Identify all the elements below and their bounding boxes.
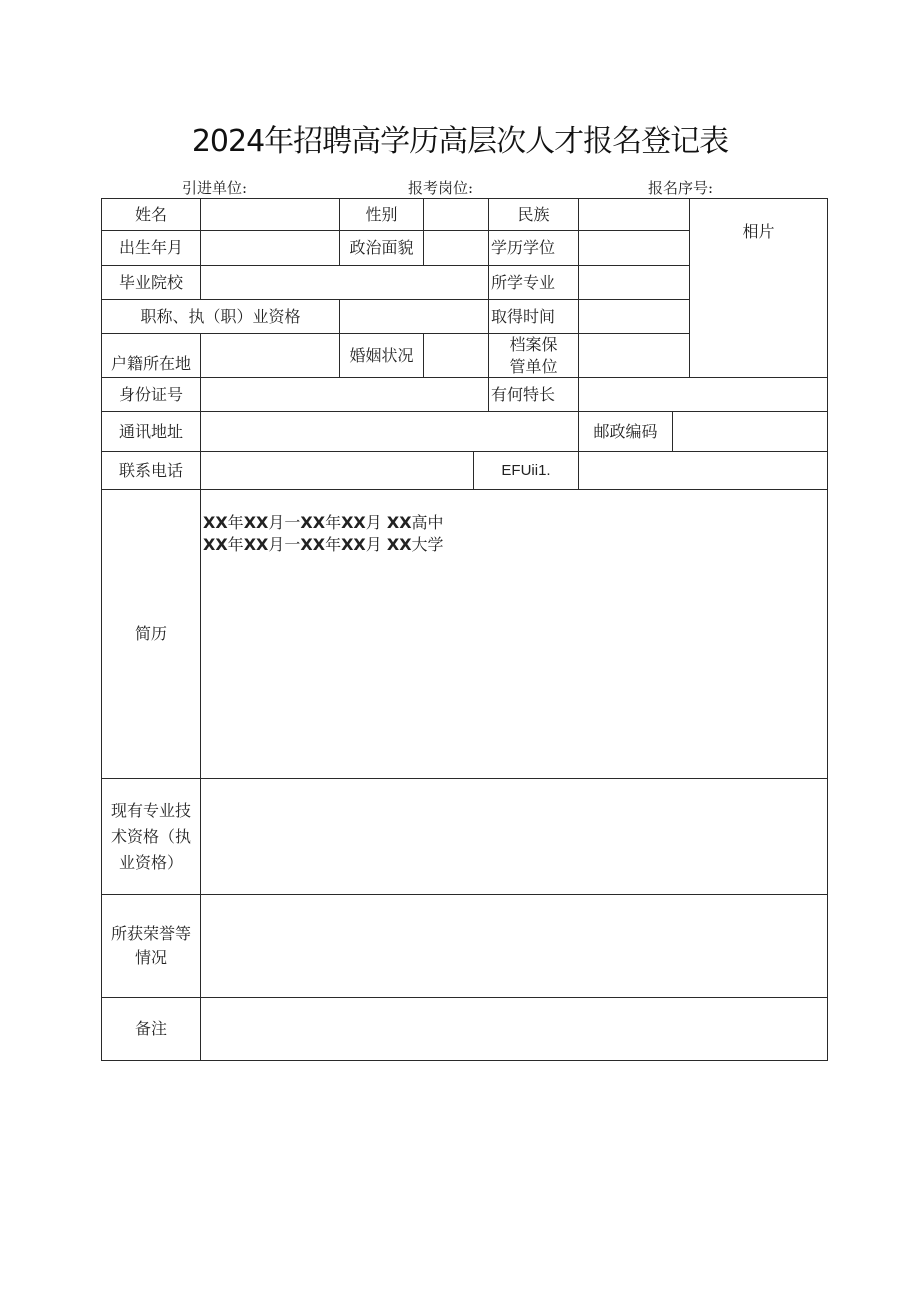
- serial-label: 报名序号:: [648, 179, 714, 197]
- honors-field[interactable]: [200, 894, 828, 998]
- archive-label: 档案保管单位: [488, 333, 579, 378]
- specialty-label: 有何特长: [488, 377, 579, 412]
- specialty-field[interactable]: [578, 377, 828, 412]
- household-field[interactable]: [200, 333, 340, 378]
- photo-box[interactable]: [689, 198, 828, 378]
- political-label: 政治面貌: [339, 230, 424, 266]
- obtained-time-label: 取得时间: [488, 299, 579, 334]
- birth-field[interactable]: [200, 230, 340, 266]
- name-label: 姓名: [101, 198, 201, 231]
- resume-field[interactable]: [200, 489, 828, 779]
- archive-field[interactable]: [578, 333, 690, 378]
- major-field[interactable]: [578, 265, 690, 300]
- unit-label: 引进单位:: [182, 179, 248, 197]
- title-qual-label: 职称、执（职）业资格: [101, 299, 340, 334]
- id-number-field[interactable]: [200, 377, 489, 412]
- email-label: EFUii1.: [473, 451, 579, 490]
- degree-label: 学历学位: [488, 230, 579, 266]
- postcode-field[interactable]: [672, 411, 828, 452]
- phone-label: 联系电话: [101, 451, 201, 490]
- obtained-time-field[interactable]: [578, 299, 690, 334]
- resume-line-2: XX年XX月一XX年XX月 XX大学: [203, 535, 444, 554]
- email-field[interactable]: [578, 451, 828, 490]
- postcode-label: 邮政编码: [578, 411, 673, 452]
- photo-label: 相片: [742, 222, 775, 241]
- school-label: 毕业院校: [101, 265, 201, 300]
- post-label: 报考岗位:: [408, 179, 474, 197]
- ethnicity-field[interactable]: [578, 198, 690, 231]
- resume-label: 简历: [101, 489, 201, 779]
- address-field[interactable]: [200, 411, 579, 452]
- marital-field[interactable]: [423, 333, 489, 378]
- major-label: 所学专业: [488, 265, 579, 300]
- name-field[interactable]: [200, 198, 340, 231]
- political-field[interactable]: [423, 230, 489, 266]
- marital-label: 婚姻状况: [339, 333, 424, 378]
- honors-label: 所获荣誉等情况: [101, 894, 201, 998]
- current-qual-label: 现有专业技术资格（执业资格）: [101, 778, 201, 895]
- phone-field[interactable]: [200, 451, 474, 490]
- resume-line-1: XX年XX月一XX年XX月 XX高中: [203, 513, 444, 532]
- birth-label: 出生年月: [101, 230, 201, 266]
- school-field[interactable]: [200, 265, 489, 300]
- current-qual-field[interactable]: [200, 778, 828, 895]
- id-number-label: 身份证号: [101, 377, 201, 412]
- gender-field[interactable]: [423, 198, 489, 231]
- remarks-field[interactable]: [200, 997, 828, 1061]
- degree-field[interactable]: [578, 230, 690, 266]
- household-label: 户籍所在地: [101, 333, 201, 378]
- gender-label: 性别: [339, 198, 424, 231]
- remarks-label: 备注: [101, 997, 201, 1061]
- title-qual-field[interactable]: [339, 299, 489, 334]
- ethnicity-label: 民族: [488, 198, 579, 231]
- address-label: 通讯地址: [101, 411, 201, 452]
- page-title: 2024年招聘高学历高层次人才报名登记表: [191, 124, 729, 159]
